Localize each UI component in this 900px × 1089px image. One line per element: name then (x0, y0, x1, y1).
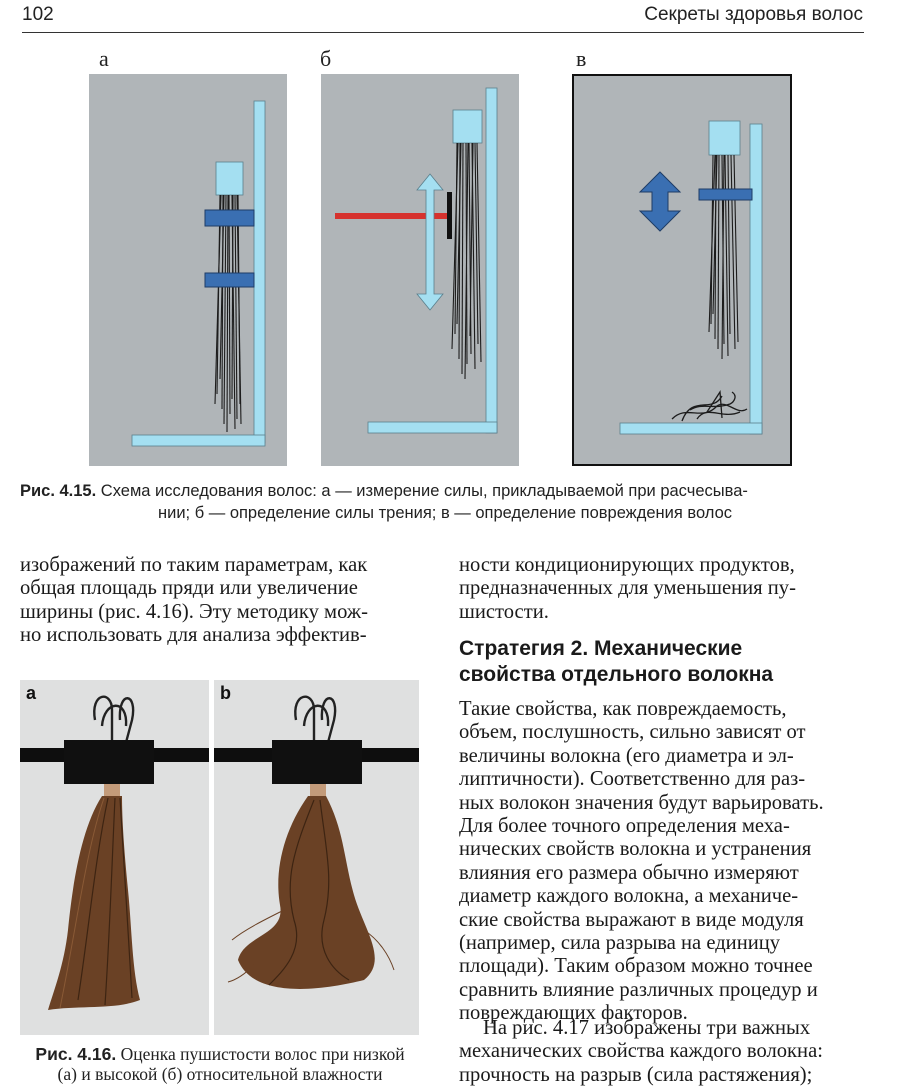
figure-4-15-caption-line2: нии; б — определение силы трения; в — определение повреждения волос (157, 504, 733, 522)
panel-label-v: в (576, 46, 587, 71)
text-line: площади). Таким образом можно точнее (459, 955, 813, 978)
photo-label-b: b (220, 683, 231, 703)
photo-label-a: a (26, 683, 37, 703)
running-header-title: Секреты здоровья волос (644, 4, 863, 25)
figure-4-16-caption (20, 1044, 420, 1084)
right-paragraph-1 (459, 698, 864, 1026)
text-line: сравнить влияние различных процедур и (459, 978, 818, 1001)
diagram-panel-b (321, 74, 519, 466)
section-heading-line2: свойства отдельного волокна (459, 663, 774, 686)
right-column-text-top (459, 554, 864, 624)
text-line: (например, сила разрыва на единицу (459, 932, 781, 955)
text-line: липтичности). Соответственно для раз- (459, 768, 806, 791)
text-line: величины волокна (его диаметра и эл- (459, 744, 794, 767)
panel-label-b: б (320, 46, 332, 71)
page-number: 102 (22, 4, 54, 25)
text-line: ных волокон значения будут варьировать. (459, 791, 824, 814)
text-line: диаметр каждого волокна, а механиче- (459, 885, 799, 908)
text-line: влияния его размера обычно измеряют (459, 861, 799, 884)
left-column-text (20, 554, 420, 648)
text-line: изображений по таким параметрам, как (20, 554, 368, 576)
text-line: механических свойства каждого волокна: (459, 1040, 823, 1063)
right-paragraph-2 (459, 1017, 864, 1087)
figure-4-16-caption-label: Рис. 4.16. (35, 1044, 117, 1064)
text-line: нических свойств волокна и устранения (459, 838, 812, 861)
panel-label-a: а (99, 46, 109, 71)
text-line: шистости. (459, 600, 549, 623)
text-line: прочность на разрыв (сила растяжения); (459, 1063, 813, 1086)
section-heading (459, 636, 773, 688)
text-line: ширины (рис. 4.16). Эту методику мож- (20, 600, 368, 623)
figure-4-15-caption (20, 480, 870, 524)
figure-4-16-caption-line2: (а) и высокой (б) относительной влажности (57, 1064, 383, 1084)
text-line: ности кондиционирующих продуктов, (459, 554, 795, 576)
header-rule (22, 32, 864, 33)
hair-photo-a (20, 680, 209, 1035)
diagram-panel-v (572, 74, 792, 466)
text-line: предназначенных для уменьшения пу- (459, 577, 796, 600)
figure-4-16-caption-line1: Оценка пушистости волос при низкой (120, 1044, 405, 1064)
text-line: повреждающих факторов. (459, 1002, 688, 1025)
text-line: объем, послушность, сильно зависят от (459, 721, 806, 744)
text-line: Такие свойства, как повреждаемость, (459, 698, 787, 720)
figure-4-15-caption-label: Рис. 4.15. (20, 482, 97, 500)
text-line: но использовать для анализа эффектив- (20, 624, 367, 647)
text-line: ские свойства выражают в виде модуля (459, 908, 804, 931)
text-line: общая площадь пряди или увеличение (20, 577, 358, 600)
text-line: На рис. 4.17 изображены три важных (483, 1017, 811, 1039)
figure-4-15-caption-line1: Схема исследования волос: а — измерение силы, прикладываемой при расчесыва- (100, 482, 748, 500)
diagram-panel-a (89, 74, 287, 466)
text-line: Для более точного определения меха- (459, 815, 790, 838)
section-heading-line1: Стратегия 2. Механические (459, 637, 743, 660)
hair-photo-b (214, 680, 419, 1035)
